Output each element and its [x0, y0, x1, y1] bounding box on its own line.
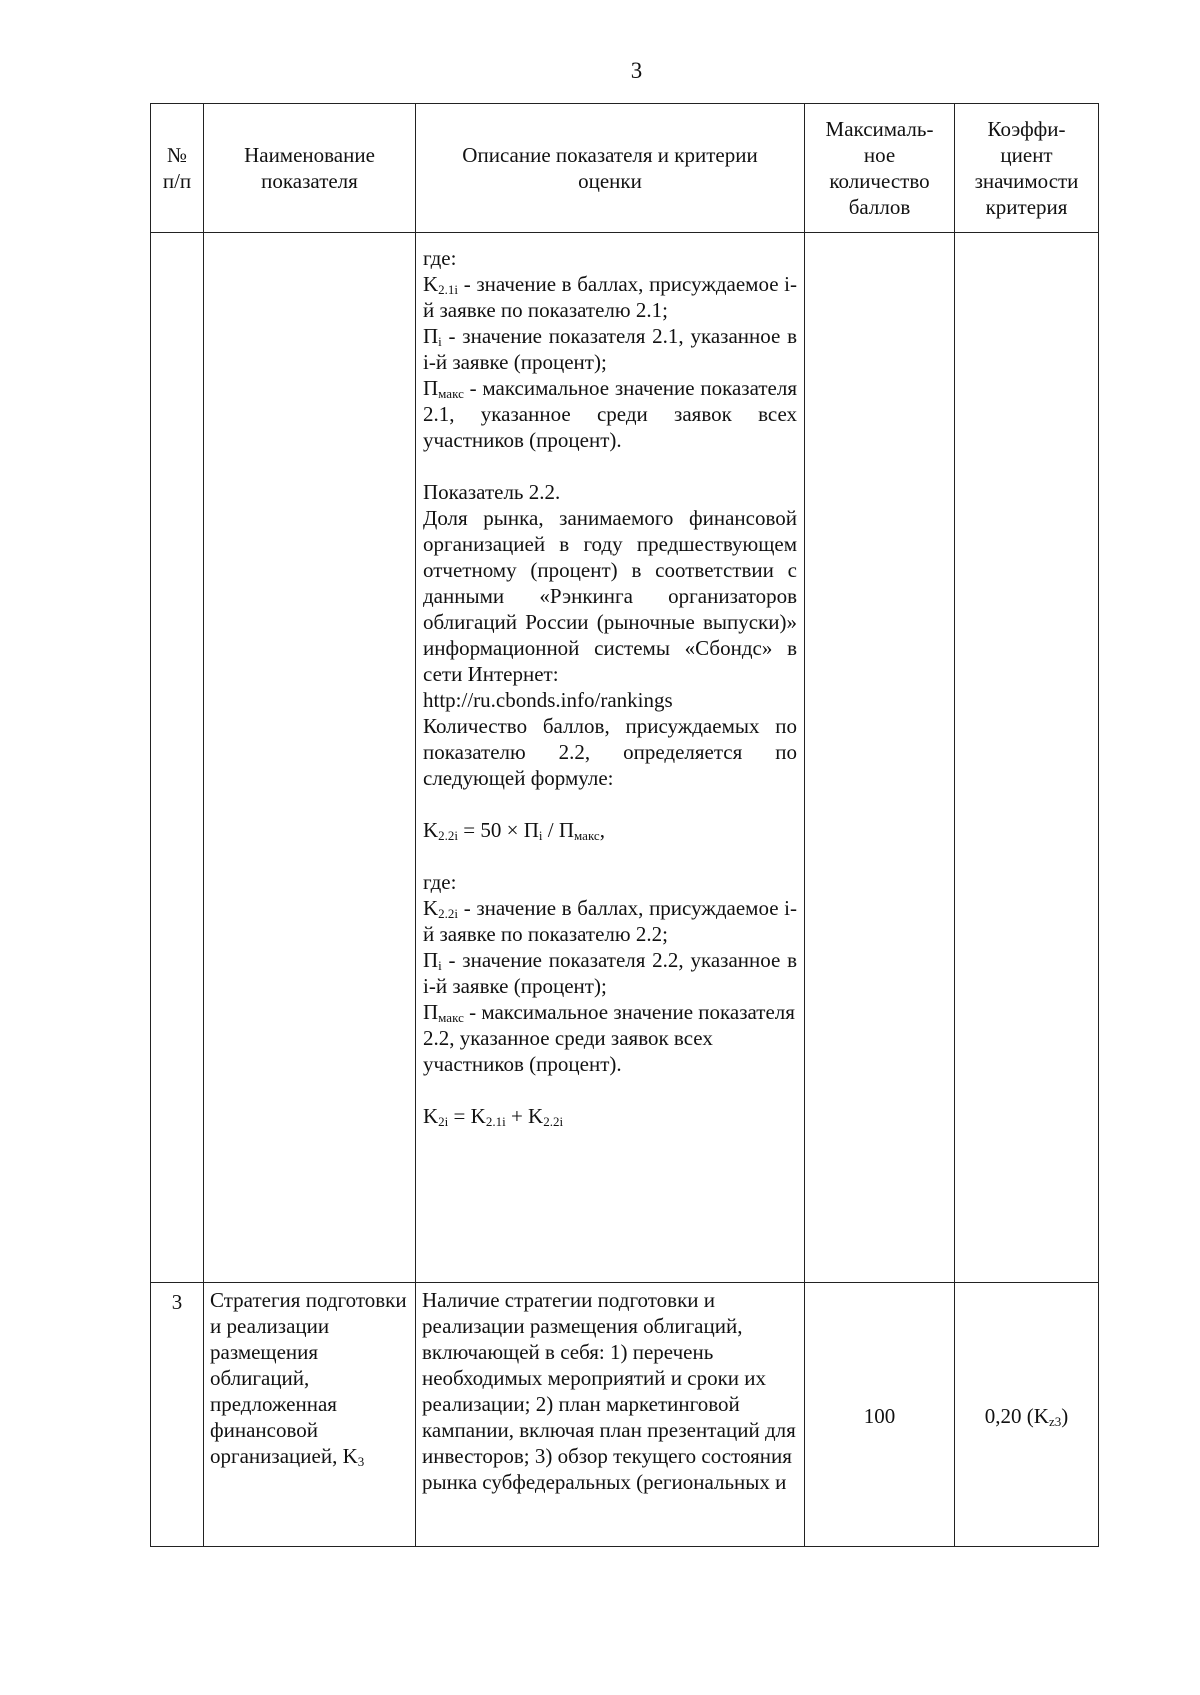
header-desc: Описание показателя и критерии оценки [416, 104, 805, 233]
header-max: Максималь- ное количество баллов [805, 104, 955, 233]
header-name: Наименование показателя [204, 104, 416, 233]
formula-k2-sum: $K_{2i} = K_{2.1i} + K_{2.2i}$ [423, 1104, 564, 1129]
header-coef: Коэффи- циент значимости критерия [955, 104, 1099, 233]
formula-k22: $K_{2.2i} = 50 \times П_i / П_{макс}$, [423, 818, 605, 843]
cell-coef-empty [955, 233, 1099, 1283]
table-row-continued [151, 233, 1099, 1283]
k21-definition: $K_{2.1i}$ - значение в баллах, присуждаемое i-й заявке по показателю 2.1; [423, 272, 797, 322]
pmax-definition-1: $П_{макс}$ - максимальное значение показателя 2.1, указанное среди заявок всех участников (процент). [423, 376, 797, 452]
cell-name-empty [204, 233, 416, 1283]
k22-definition: $K_{2.2i}$ - значение в баллах, присуждаемое i-й заявке по показателю 2.2; [423, 896, 797, 946]
cbonds-url: http://ru.cbonds.info/rankings [423, 688, 673, 712]
where-label-2: где: [423, 870, 457, 894]
table-header-row [151, 104, 1099, 233]
where-label: где: [423, 246, 457, 270]
row3-max-points: 100 [805, 1283, 955, 1547]
pmax-definition-2: $П_{макс}$ - максимальное значение показателя 2.2, указанное среди заявок всех участников (процент). [423, 1000, 795, 1076]
indicator-22-text: Доля рынка, занимаемого финансовой организацией в году предшествующем отчетному (процент) в соответствии с данными «Рэнкинга организаторов облигаций России (рыночные выпуски)» информационной системы «Сбондс» в сети Интернет: [423, 506, 797, 686]
header-num: № п/п [151, 104, 204, 233]
page-number: 3 [630, 58, 643, 83]
pi-definition-2: $П_i$ - значение показателя 2.2, указанное в i-й заявке (процент); [423, 948, 797, 998]
row3-indicator-name: Стратегия подготовки и реализации размещения облигаций, предложенная финансовой организацией, $K_3$ [204, 1283, 416, 1547]
indicator-22-points-text: Количество баллов, присуждаемых по показателю 2.2, определяется по следующей формуле: [423, 714, 797, 790]
cell-num-empty [151, 233, 204, 1283]
cell-description-continued [416, 233, 805, 1283]
indicator-22-title: Показатель 2.2. [423, 480, 561, 504]
row3-number: 3 [151, 1283, 204, 1547]
row3-coefficient: 0,20 $(K_{z3})$ [955, 1283, 1099, 1547]
table-row-3 [151, 1283, 1099, 1547]
criteria-table [150, 103, 1099, 1547]
cell-max-empty [805, 233, 955, 1283]
row3-description: Наличие стратегии подготовки и реализации размещения облигаций, включающей в себя: 1) перечень необходимых мероприятий и сроки их реализации; 2) план маркетинговой кампании, включая план презентаций для инвесторов; 3) обзор текущего состояния рынка субфедеральных (региональных и [416, 1283, 805, 1547]
pi-definition-1: $П_i$ - значение показателя 2.1, указанное в i-й заявке (процент); [423, 324, 797, 374]
